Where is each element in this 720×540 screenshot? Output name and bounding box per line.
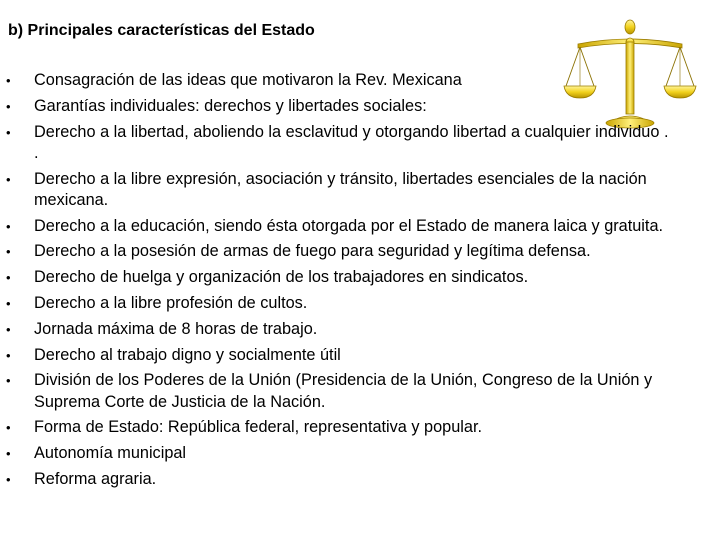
bullet-icon: • [6,73,11,88]
list-item-text: Garantías individuales: derechos y libertades sociales: [34,96,427,115]
list-item [0,267,670,288]
list-item-text: Derecho al trabajo digno y socialmente útil [34,345,341,364]
bullet-icon: • [6,347,11,363]
bullet-icon: • [6,373,11,389]
list-item-text: Derecho de huelga y organización de los trabajadores en sindicatos. [34,268,529,287]
bullet-icon: • [6,98,11,114]
list-item [0,417,670,438]
list-item [0,370,670,412]
list-item [0,293,670,314]
list-item-text: Derecho a la libre expresión, asociación y tránsito, libertades esenciales de la nación mexicana. [34,169,647,209]
bullet-icon: • [6,171,11,187]
list-item [0,241,670,262]
bullet-icon: • [6,321,11,337]
bullet-icon: • [6,244,11,260]
list-item-text: Derecho a la posesión de armas de fuego para seguridad y legítima defensa. [34,242,591,261]
list-item [0,345,670,366]
list-item [0,122,670,164]
list-item [0,96,670,117]
list-item-text: Jornada máxima de 8 horas de trabajo. [34,319,318,338]
bullet-icon: • [6,124,11,140]
list-item [0,469,670,490]
bullet-icon: • [6,218,11,234]
list-item-text: Forma de Estado: República federal, representativa y popular. [34,418,482,437]
bullet-icon: • [6,471,11,487]
characteristics-list [0,70,670,495]
list-item-text: Autonomía municipal [34,444,187,463]
list-item-text: Derecho a la educación, siendo ésta otorgada por el Estado de manera laica y gratuita. [34,216,664,235]
list-item-text: Reforma agraria. [34,469,157,488]
bullet-icon: • [6,270,11,286]
list-item [0,169,670,211]
bullet-icon: • [6,295,11,311]
list-item [0,443,670,464]
list-item-text: Derecho a la libre profesión de cultos. [34,293,308,312]
list-item [0,216,670,237]
list-item-text: División de los Poderes de la Unión (Presidencia de la Unión, Congreso de la Unión y Suprema Corte de Justicia de la Nación. [34,371,653,411]
list-item [0,319,670,340]
list-item [0,70,670,91]
bullet-icon: • [6,446,11,462]
bullet-icon: • [6,420,11,436]
list-item-text: Derecho a la libertad, aboliendo la esclavitud y otorgando libertad a cualquier individuo . . [34,122,669,162]
slide-title: b) Principales características del Estado [8,22,315,39]
list-item-text: Consagración de las ideas que motivaron la Rev. Mexicana [34,71,462,89]
